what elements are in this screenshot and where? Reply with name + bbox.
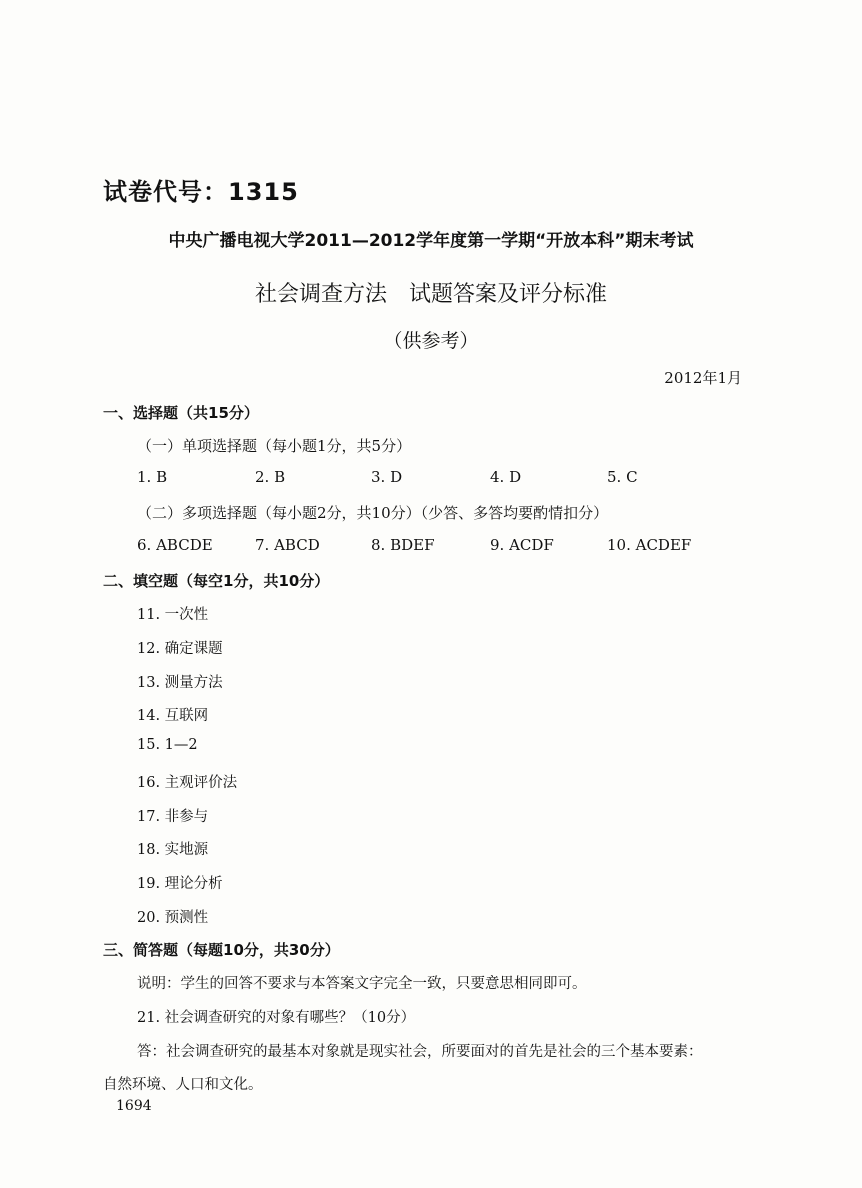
document-title: 社会调查方法 试题答案及评分标准 — [254, 282, 607, 307]
answer-item: 8. BDEF — [371, 536, 435, 554]
section-1-title: 一、选择题（共15分） — [103, 404, 259, 422]
answer-item: 7. ABCD — [255, 536, 320, 554]
fill-blank-item: 14. 互联网 — [137, 708, 209, 724]
answer-21-line-1: 答：社会调查研究的最基本对象就是现实社会，所要面对的首先是社会的三个基本要素： — [137, 1044, 703, 1060]
answer-item: 2. B — [255, 468, 286, 486]
answer-item: 6. ABCDE — [137, 536, 213, 554]
page-number: 1694 — [116, 1098, 152, 1114]
paper-code: 试卷代号：1315 — [103, 178, 299, 206]
answer-item: 4. D — [490, 468, 522, 486]
section-3-title: 三、简答题（每题10分，共30分） — [103, 941, 340, 959]
answer-item: 10. ACDEF — [607, 536, 692, 554]
reference-note: （供参考） — [383, 330, 479, 352]
document-date: 2012年1月 — [664, 369, 742, 387]
fill-blank-item: 20. 预测性 — [137, 910, 209, 926]
answer-item: 5. C — [607, 468, 638, 486]
multi-choice-title: （二）多项选择题（每小题2分，共10分）（少答、多答均要酌情扣分） — [137, 504, 609, 522]
exam-title: 中央广播电视大学2011—2012学年度第一学期“开放本科”期末考试 — [168, 231, 694, 251]
fill-blank-item: 13. 测量方法 — [137, 675, 223, 691]
single-choice-title: （一）单项选择题（每小题1分，共5分） — [137, 437, 412, 455]
fill-blank-item: 16. 主观评价法 — [137, 775, 238, 791]
fill-blank-item: 15. 1—2 — [137, 737, 198, 753]
grading-note: 说明：学生的回答不要求与本答案文字完全一致，只要意思相同即可。 — [137, 976, 587, 992]
section-2-title: 二、填空题（每空1分，共10分） — [103, 572, 330, 590]
fill-blank-item: 18. 实地源 — [137, 842, 209, 858]
fill-blank-item: 11. 一次性 — [137, 607, 209, 623]
fill-blank-item: 17. 非参与 — [137, 809, 209, 825]
answer-item: 1. B — [137, 468, 168, 486]
answer-item: 9. ACDF — [490, 536, 554, 554]
fill-blank-item: 12. 确定课题 — [137, 641, 223, 657]
fill-blank-item: 19. 理论分析 — [137, 876, 223, 892]
answer-item: 3. D — [371, 468, 403, 486]
answer-21-line-2: 自然环境、人口和文化。 — [103, 1077, 263, 1093]
question-21: 21. 社会调查研究的对象有哪些？（10分） — [137, 1010, 416, 1026]
